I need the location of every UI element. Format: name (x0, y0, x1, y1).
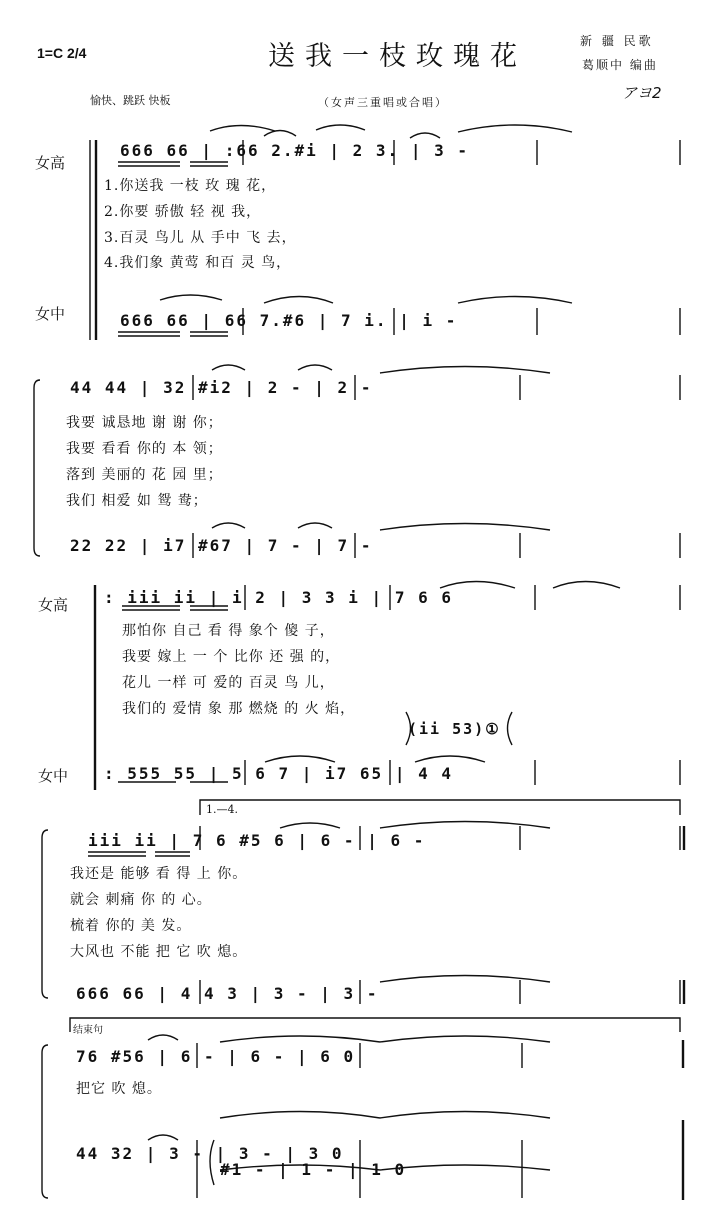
system1-verse-3: 3.百灵 鸟儿 从 手中 飞 去， (104, 230, 297, 246)
system1-verse-4: 4.我们象 黄莺 和百 灵 鸟， (104, 255, 292, 271)
system2-verse-2: 我要 看看 你的 本 领； (66, 441, 223, 457)
system1-verse-1: 1.你送我 一枝 玫 瑰 花， (104, 178, 277, 194)
coda-marker: 结束句 (73, 1025, 103, 1036)
system5-low-notes: #1 - | 1 - | 1 0 (220, 1160, 407, 1179)
arranger-credit: 葛顺中 编曲 (582, 58, 658, 72)
system3-verse-3: 花儿 一样 可 爱的 百灵 鸟 儿， (122, 675, 335, 691)
system5-alto-notes: 44 32 | 3 - | 3 - | 3 0 (76, 1144, 344, 1163)
form-note: （女声三重唱或合唱） (318, 96, 448, 109)
system3-verse-1: 那怕你 自己 看 得 象个 傻 子， (122, 623, 335, 639)
system4-alto-notes: 666 66 | 4 4 3 | 3 - | 3 - (76, 984, 379, 1003)
system3-soprano-notes: : iii ii | i 2 | 3 3 i | 7 6 6 (104, 588, 453, 607)
system2-verse-4: 我们 相爱 如 鸳 鸯； (66, 493, 208, 509)
system4-verse-1: 我还是 能够 看 得 上 你。 (70, 866, 248, 882)
system1-alto-notes: 666 66 | 66 7.#6 | 7 i. | i - (120, 311, 458, 330)
alto-label: 女中 (35, 305, 66, 323)
system2-alto-notes: 22 22 | i7 #67 | 7 - | 7 - (70, 536, 373, 555)
system4-verse-3: 梳着 你的 美 发。 (70, 918, 192, 934)
system3-alternate-notes: (ii 53)① (408, 720, 501, 738)
system4-soprano-notes: iii ii | 7 6 #5 6 | 6 - | 6 - (88, 831, 426, 850)
system2-soprano-notes: 44 44 | 32 #i2 | 2 - | 2 - (70, 378, 373, 397)
system3-alto-notes: : 555 55 | 5 6 7 | i7 65 | 4 4 (104, 764, 453, 783)
system1-verse-2: 2.你要 骄傲 轻 视 我， (104, 204, 262, 220)
system5-soprano-notes: 76 #56 | 6 - | 6 - | 6 0 (76, 1047, 356, 1066)
system3-verse-4: 我们的 爱情 象 那 燃烧 的 火 焰， (122, 701, 356, 717)
alto-label-2: 女中 (38, 767, 69, 785)
page-mark: アヨ2 (622, 84, 662, 102)
song-origin: 新 疆 民歌 (580, 34, 654, 48)
system5-lyric: 把它 吹 熄。 (76, 1081, 162, 1097)
system2-verse-1: 我要 诚恳地 谢 谢 你； (66, 415, 223, 431)
soprano-label-2: 女高 (38, 596, 69, 614)
tempo-marking: 愉快、跳跃 快板 (90, 94, 171, 107)
ending-marker: 1.—4. (206, 803, 238, 816)
soprano-label: 女高 (35, 154, 66, 172)
key-signature: 1=C 2/4 (37, 45, 87, 61)
song-title: 送我一枝玫瑰花 (268, 41, 527, 72)
system1-soprano-notes: 666 66 | :66 2.#i | 2 3. | 3 - (120, 141, 469, 160)
system3-verse-2: 我要 嫁上 一 个 比你 还 强 的， (122, 649, 341, 665)
system4-verse-2: 就会 刺痛 你 的 心。 (70, 892, 212, 908)
system2-verse-3: 落到 美丽的 花 园 里； (66, 467, 223, 483)
system4-verse-4: 大风也 不能 把 它 吹 熄。 (70, 944, 248, 960)
